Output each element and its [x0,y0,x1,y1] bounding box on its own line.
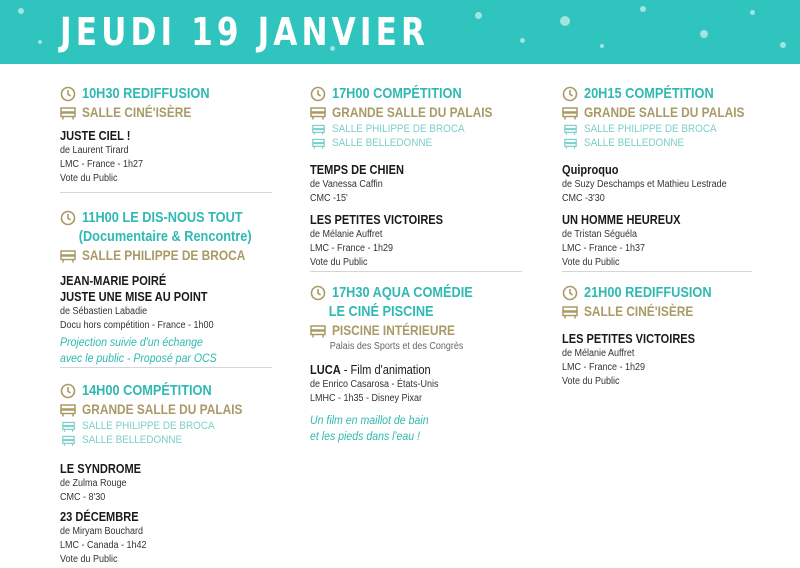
film-info: de Suzy Deschamps et Mathieu Lestrade [562,179,727,190]
event-time: 20H15 COMPÉTITION [584,85,714,102]
event-note: avec le public - Proposé par OCS [60,351,217,365]
film-title-main: LUCA [310,362,341,377]
cinema-seat-icon [312,137,325,150]
film-info: de Zulma Rouge [60,478,127,489]
clock-icon [310,285,326,301]
film-info: de Laurent Tirard [60,145,129,156]
bubble-decoration [560,16,570,26]
event-venue: SALLE CINÉ'ISÈRE [584,303,694,319]
event-sub-venue: SALLE PHILIPPE DE BROCA [82,420,215,432]
cinema-seat-icon [60,402,76,418]
cinema-seat-icon [310,105,326,121]
event-block [60,208,250,366]
event-sub-venue: SALLE BELLEDONNE [584,137,685,149]
film-entry [60,509,250,567]
schedule-column-3 [562,84,762,389]
film-info: de Tristan Séguéla [562,229,638,240]
film-info: LMC - France - 1h29 [310,243,394,254]
event-note: et les pieds dans l'eau ! [310,429,421,443]
event-time-detail: (Documentaire & Rencontre) [78,228,252,245]
cinema-seat-icon [60,248,76,264]
film-info: LMHC - 1h35 - Disney Pixar [310,393,423,404]
event-sub-venue: SALLE PHILIPPE DE BROCA [584,123,717,135]
header-banner [0,0,800,64]
event-note: Un film en maillot de bain [310,413,429,427]
event-block [562,283,762,389]
film-title: LES PETITES VICTOIRES [562,331,696,346]
event-venue: SALLE PHILIPPE DE BROCA [82,247,246,263]
event-time: 17H00 COMPÉTITION [332,85,462,102]
film-title: JUSTE CIEL ! [60,128,131,143]
film-info: CMC -15' [310,193,348,204]
cinema-seat-icon [562,304,578,320]
event-venue: GRANDE SALLE DU PALAIS [82,401,243,417]
film-info: de Vanessa Caffin [310,179,383,190]
cinema-seat-icon [60,105,76,121]
film-info: de Mélanie Auffret [562,348,635,359]
film-info: Vote du Public [562,376,620,387]
event-sub-venue: SALLE BELLEDONNE [332,137,433,149]
event-time: 11H00 LE DIS-NOUS TOUT [82,209,243,226]
event-block [60,381,250,567]
film-entry [562,212,762,270]
film-title: LES PETITES VICTOIRES [310,212,444,227]
clock-icon [60,383,76,399]
film-entry [310,162,510,206]
event-time: 10H30 REDIFFUSION [82,85,210,102]
event-block [60,84,250,186]
event-time-detail: LE CINÉ PISCINE [328,303,434,320]
cinema-seat-icon [312,123,325,136]
film-entry [562,331,762,389]
page-title: JEUDI 19 JANVIER [60,10,430,54]
event-sub-venue: SALLE PHILIPPE DE BROCA [332,123,465,135]
film-info: LMC - France - 1h29 [562,362,646,373]
film-info: Vote du Public [60,554,118,565]
film-info: LMC - Canada - 1h42 [60,540,147,551]
film-entry [562,162,762,206]
film-info: CMC -3'30 [562,193,605,204]
bubble-decoration [18,8,24,14]
clock-icon [310,86,326,102]
film-entry [60,273,250,333]
bubble-decoration [780,42,786,48]
film-title [310,362,480,378]
cinema-seat-icon [62,434,75,447]
film-info: de Mélanie Auffret [310,229,383,240]
bubble-decoration [700,30,708,38]
event-block [562,84,762,270]
film-title: 23 DÉCEMBRE [60,509,139,524]
bubble-decoration [38,40,42,44]
event-note: Projection suivie d'un échange [60,335,203,349]
film-info: de Miryam Bouchard [60,526,144,537]
film-info: CMC - 8'30 [60,492,106,503]
cinema-seat-icon [564,123,577,136]
cinema-seat-icon [62,420,75,433]
film-info: Vote du Public [60,173,118,184]
event-time: 21H00 REDIFFUSION [584,284,712,301]
clock-icon [562,86,578,102]
film-info: LMC - France - 1h27 [60,159,144,170]
event-venue: GRANDE SALLE DU PALAIS [332,104,493,120]
clock-icon [60,86,76,102]
event-block [310,84,510,270]
film-info: Docu hors compétition - France - 1h00 [60,320,214,331]
event-block [310,283,510,444]
cinema-seat-icon [564,137,577,150]
event-sub-venue: SALLE BELLEDONNE [82,434,183,446]
film-title: JEAN-MARIE POIRÉ [60,273,167,288]
cinema-seat-icon [562,105,578,121]
film-entry [60,461,250,505]
cinema-seat-icon [310,323,326,339]
schedule-column-1 [60,84,250,567]
film-entry [310,212,510,270]
film-info: Vote du Public [310,257,368,268]
event-venue: SALLE CINÉ'ISÈRE [82,104,192,120]
event-venue-note: Palais des Sports et des Congrès [329,341,464,352]
event-venue: GRANDE SALLE DU PALAIS [584,104,745,120]
event-time: 14H00 COMPÉTITION [82,382,212,399]
film-title: UN HOMME HEUREUX [562,212,681,227]
film-title: Quiproquo [562,162,619,177]
event-venue: PISCINE INTÉRIEURE [332,322,455,338]
bubble-decoration [475,12,482,19]
film-title: LE SYNDROME [60,461,142,476]
film-info: de Enrico Casarosa - États-Unis [310,379,439,390]
film-title: JUSTE UNE MISE AU POINT [60,289,208,304]
film-title-suffix: - Film d'animation [340,362,431,377]
film-info: de Sébastien Labadie [60,306,148,317]
film-entry [60,128,250,186]
clock-icon [562,285,578,301]
schedule-column-2 [310,84,510,444]
bubble-decoration [640,6,646,12]
film-title: TEMPS DE CHIEN [310,162,404,177]
film-info: LMC - France - 1h37 [562,243,646,254]
bubble-decoration [520,38,525,43]
bubble-decoration [750,10,755,15]
clock-icon [60,210,76,226]
film-entry [310,362,510,406]
event-time: 17H30 AQUA COMÉDIE [332,284,473,301]
film-info: Vote du Public [562,257,620,268]
bubble-decoration [600,44,604,48]
